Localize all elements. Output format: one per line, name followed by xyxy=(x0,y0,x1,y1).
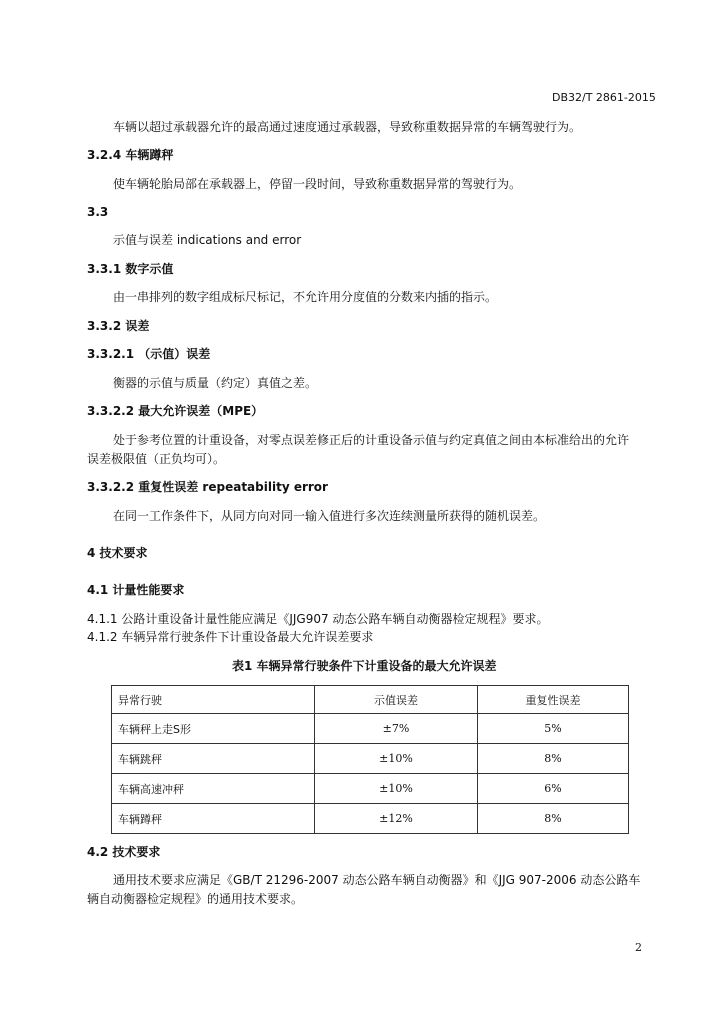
section-heading: 3.3.1 数字示值 xyxy=(87,262,174,276)
table-cell: 5% xyxy=(478,714,629,744)
paragraph: 4.1.2 车辆异常行驶条件下计重设备最大允许误差要求 xyxy=(87,630,374,644)
table-cell: ±12% xyxy=(315,804,478,834)
section-heading: 3.2.4 车辆蹲秤 xyxy=(87,148,174,162)
section-heading: 4.1 计量性能要求 xyxy=(87,583,185,597)
table-cell: ±7% xyxy=(315,714,478,744)
table-header-cell: 示值误差 xyxy=(315,686,478,714)
table-cell: 8% xyxy=(478,744,629,774)
section-heading: 3.3.2.2 最大允许误差（MPE） xyxy=(87,404,264,418)
table-cell: 8% xyxy=(478,804,629,834)
paragraph: 使车辆轮胎局部在承载器上，停留一段时间，导致称重数据异常的驾驶行为。 xyxy=(113,177,522,191)
error-limits-table xyxy=(111,685,629,834)
table-row xyxy=(112,744,629,774)
section-heading: 4 技术要求 xyxy=(87,546,148,560)
paragraph: 通用技术要求应满足《GB/T 21296-2007 动态公路车辆自动衡器》和《JJG 907-2006 动态公路车 xyxy=(113,873,641,887)
paragraph: 4.1.1 公路计重设备计量性能应满足《JJG907 动态公路车辆自动衡器检定规程》要求。 xyxy=(87,612,549,626)
table-cell: 车辆蹲秤 xyxy=(112,804,315,834)
page-number: 2 xyxy=(635,941,642,954)
paragraph: 处于参考位置的计重设备，对零点误差修正后的计重设备示值与约定真值之间由本标准给出的允许 xyxy=(113,433,630,447)
paragraph: 误差极限值（正负均可）。 xyxy=(87,452,226,466)
section-heading: 3.3.2 误差 xyxy=(87,319,150,333)
table-row xyxy=(112,774,629,804)
table-header-row xyxy=(112,686,629,714)
section-heading: 3.3.2.1 （示值）误差 xyxy=(87,347,211,361)
doc-code: DB32/T 2861-2015 xyxy=(552,91,656,104)
table-cell: ±10% xyxy=(315,744,478,774)
paragraph: 在同一工作条件下，从同方向对同一输入值进行多次连续测量所获得的随机误差。 xyxy=(113,509,546,523)
table-row xyxy=(112,804,629,834)
paragraph: 衡器的示值与质量（约定）真值之差。 xyxy=(113,376,318,390)
table-header-cell: 异常行驶 xyxy=(112,686,315,714)
section-heading: 4.2 技术要求 xyxy=(87,845,161,859)
table-row xyxy=(112,714,629,744)
table-cell: ±10% xyxy=(315,774,478,804)
table-cell: 6% xyxy=(478,774,629,804)
paragraph: 辆自动衡器检定规程》的通用技术要求。 xyxy=(87,892,304,906)
table-header-cell: 重复性误差 xyxy=(478,686,629,714)
paragraph: 由一串排列的数字组成标尺标记，不允许用分度值的分数来内插的指示。 xyxy=(113,290,498,304)
section-heading: 3.3.2.2 重复性误差 repeatability error xyxy=(87,480,328,494)
section-heading: 3.3 xyxy=(87,205,109,219)
table-caption: 表1 车辆异常行驶条件下计重设备的最大允许误差 xyxy=(232,659,497,673)
table-cell: 车辆秤上走S形 xyxy=(112,714,315,744)
table-cell: 车辆高速冲秤 xyxy=(112,774,315,804)
paragraph: 示值与误差 indications and error xyxy=(113,233,302,247)
table-cell: 车辆跳秤 xyxy=(112,744,315,774)
paragraph: 车辆以超过承载器允许的最高通过速度通过承载器，导致称重数据异常的车辆驾驶行为。 xyxy=(113,120,582,134)
